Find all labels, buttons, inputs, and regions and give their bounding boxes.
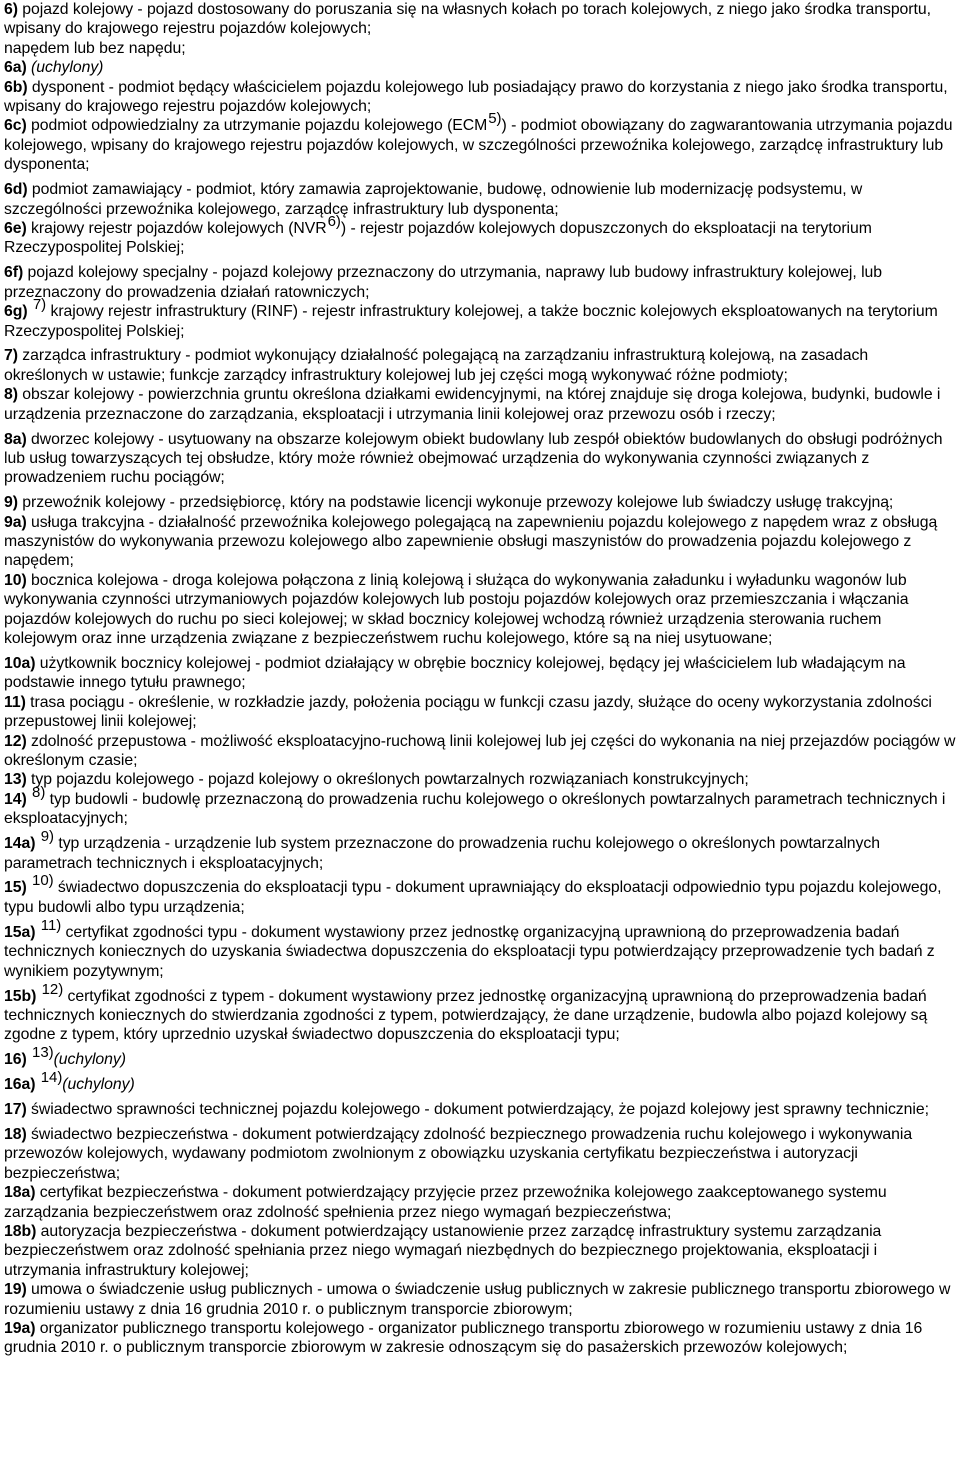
entry-text: certyfikat zgodności typu - dokument wystawiony przez jednostkę organizacyjną uprawnioną do przeprowadzenia badań technicznych koniecznych do uzyskania świadectwa dopuszczenia do eksploatacji typu potwierdzający przeprowadzenie tych badań z wynikiem pozytywnym; — [4, 923, 935, 980]
definition-entry — [4, 1183, 956, 1222]
footnote-marker: 7) — [32, 296, 47, 314]
definition-entry — [4, 916, 956, 981]
entry-text — [27, 791, 31, 808]
definition-entry — [4, 783, 956, 829]
footnote-marker: 8) — [32, 783, 46, 801]
entry-text: zdolność przepustowa - możliwość eksploatacyjno-ruchową linii kolejowej lub jej części do wykonania na niej przejazdów pociągów w określonym czasie; — [4, 732, 956, 770]
definition-entry — [4, 1280, 956, 1319]
entry-text: świadectwo sprawności technicznej pojazdu kolejowego - dokument potwierdzający, że pojazd kolejowy jest sprawny technicznie; — [26, 1101, 929, 1119]
entry-text: autoryzacja bezpieczeństwa - dokument potwierdzający ustanowienie przez zarządcę infrastruktury systemu zarządzania bezpieczeństwem oraz zdolność spełniania przez niego wymagań niezbędnych do bezpiecznego projektowania, eksploatacji i utrzymania infrastruktury kolejowej; — [4, 1222, 882, 1279]
definition-entry — [4, 212, 956, 258]
definition-entry — [4, 78, 956, 117]
entry-text: krajowy rejestr pojazdów kolejowych (NVR — [26, 219, 327, 237]
definition-entry — [4, 263, 956, 302]
entry-text: typ urządzenia - urządzenie lub system przeznaczone do prowadzenia ruchu kolejowego o określonych powtarzalnych parametrach technicznych i eksploatacyjnych; — [4, 835, 880, 872]
entry-number: 13) — [4, 771, 27, 789]
entry-number: 10a) — [4, 655, 36, 672]
entry-text — [27, 879, 31, 896]
entry-text — [36, 988, 40, 1005]
definition-entry — [4, 430, 956, 488]
entry-text: podmiot odpowiedzialny za utrzymanie pojazdu kolejowego (ECM — [26, 117, 488, 135]
entry-number: 18b) — [4, 1222, 37, 1240]
entry-number: 9a) — [4, 513, 27, 531]
definition-entry — [4, 1125, 956, 1183]
entry-text: usługa trakcyjna - działalność przewoźnika kolejowego polegającą na zapewnieniu pojazdu kolejowego z napędem wraz z obsługą maszynistów do wykonywania przewozu kolejowego albo zapewnienie obsługi maszynistów do prowadzenia pojazdu kolejowego z napędem; — [4, 513, 938, 570]
entry-text: ) - rejestr pojazdów kolejowych dopuszczonych do eksploatacji na terytorium Rzeczypospolitej Polskiej; — [4, 219, 872, 257]
entry-number: 10) — [4, 571, 27, 589]
entry-text: zarządca infrastruktury - podmiot wykonujący działalność polegającą na zarządzaniu infrastrukturą kolejową, na zasadach określonych w ustawie; funkcje zarządcy infrastruktury kolejowej lub jej części mogą wykonywać różne podmioty; — [4, 347, 869, 384]
entry-number: 6c) — [4, 117, 27, 135]
footnote-marker: 9) — [40, 828, 55, 846]
definition-entry — [4, 732, 956, 771]
entry-number: 19a) — [4, 1320, 36, 1337]
entry-text: (uchylony) — [62, 1076, 135, 1094]
definition-entry — [4, 1069, 956, 1094]
entry-number: 18a) — [4, 1184, 36, 1202]
definition-entry — [4, 654, 956, 693]
definition-entry — [4, 571, 956, 649]
entry-text — [27, 1051, 31, 1068]
entry-text: umowa o świadczenie usług publicznych - umowa o świadczenie usług publicznych w zakresie publicznego transportu zbiorowego w rozumieniu ustawy z dnia 16 grudnia 2010 r. o publicznym transporcie zbiorowym; — [4, 1281, 951, 1318]
footnote-marker: 12) — [41, 980, 64, 998]
definition-entry — [4, 1044, 956, 1069]
footnote-marker: 11) — [40, 916, 62, 934]
entry-text: trasa pociągu - określenie, w rozkładzie jazdy, położenia pociągu w funkcji czasu jazdy, służące do oceny wykorzystania zdolności przepustowej linii kolejowej; — [4, 693, 932, 731]
entry-number: 14a) — [4, 835, 36, 853]
entry-number: 18) — [4, 1125, 27, 1143]
footnote-marker: 14) — [40, 1069, 63, 1087]
definition-entry — [4, 1319, 956, 1358]
entry-text — [35, 835, 39, 852]
definition-entry — [4, 110, 956, 174]
entry-number: 6g) — [4, 303, 28, 321]
definition-entry — [4, 872, 956, 917]
definition-entry — [4, 385, 956, 424]
definition-entry — [4, 1222, 956, 1280]
entry-text — [35, 924, 39, 941]
entry-text: świadectwo bezpieczeństwa - dokument potwierdzający zdolność bezpiecznego prowadzenia ruchu kolejowego i wykonywania przewozów kolejowych, wydawany podmiotom zwolnionym z obowiązku uzyskania certyfikatu bezpieczeństwa i autoryzacji bezpieczeństwa; — [4, 1125, 913, 1182]
definition-entry — [4, 693, 956, 732]
definition-entry — [4, 58, 956, 77]
entry-text: dworzec kolejowy - usytuowany na obszarze kolejowym obiekt budowlany lub zespół obiektów budowlanych do obsługi podróżnych lub usług towarzyszących tej obsłudze, który może również obejmować urządzenia do wykonywania czynności związanych z prowadzeniem ruchu pociągów; — [4, 430, 943, 487]
entry-number: 6f) — [4, 264, 24, 282]
definition-entry — [4, 513, 956, 571]
definition-entry — [4, 346, 956, 385]
entry-number: 15a) — [4, 923, 36, 941]
entry-number: 9) — [4, 494, 18, 512]
entry-text — [35, 1076, 39, 1093]
entry-number: 6e) — [4, 219, 27, 237]
entry-text: napędem lub bez napędu; — [4, 39, 186, 57]
definition-entry — [4, 39, 956, 58]
entry-number: 6) — [4, 1, 18, 18]
definition-entry — [4, 828, 956, 873]
entry-text: obszar kolejowy - powierzchnia gruntu określona działkami ewidencyjnymi, na której znajduje się droga kolejowa, budynki, budowle i urządzenia przeznaczone do zarządzania, eksploatacji i utrzymania linii kolejowej oraz przewozu osób i rzeczy; — [4, 386, 941, 423]
entry-text — [28, 303, 32, 320]
entry-number: 12) — [4, 732, 27, 750]
definition-entry — [4, 980, 956, 1045]
entry-number: 14) — [4, 790, 27, 808]
definition-entry — [4, 770, 956, 789]
entry-text: bocznica kolejowa - droga kolejowa połączona z linią kolejową i służąca do wykonywania załadunku i wyładunku wagonów lub wykonywania czynności utrzymaniowych pojazdów kolejowych lub postoju pojazdów kolejowych oraz przemieszczania i włączania pojazdów kolejowych do ruchu po sieci kolejowej; w skład bocznicy kolejowej wchodzą również urządzenia sterowania ruchem kolejowym oraz inne urządzenia związane z bezpieczeństwem ruchu kolejowego, które są na niej usytuowane; — [4, 571, 909, 648]
definition-entry — [4, 180, 956, 219]
entry-text: pojazd kolejowy - pojazd dostosowany do poruszania się na własnych kołach po torach kolejowych, z niego jako środka transportu, wpisany do krajowego rejestru pojazdów kolejowych; — [4, 1, 931, 38]
entry-text: użytkownik bocznicy kolejowej - podmiot działający w obrębie bocznicy kolejowej, będący jej właścicielem lub władającym na podstawie innego tytułu prawnego; — [4, 655, 906, 692]
entry-text: krajowy rejestr infrastruktury (RINF) - rejestr infrastruktury kolejowej, a także bocznic kolejowych eksploatowanych na terytorium Rzeczypospolitej Polskiej; — [4, 303, 938, 340]
entry-text: (uchylony) — [53, 1051, 126, 1069]
entry-text: dysponent - podmiot będący właścicielem pojazdu kolejowego lub posiadający prawo do korzystania z niego jako środka transportu, wpisany do krajowego rejestru pojazdów kolejowych; — [4, 78, 948, 116]
footnote-marker: 6) — [327, 212, 341, 230]
footnote-marker: 10) — [32, 872, 54, 890]
entry-text: ) - podmiot obowiązany do zagwarantowania utrzymania pojazdu kolejowego, wpisany do krajowego rejestru pojazdów kolejowych, w szczególności przewoźnika kolejowego, zarządcę infrastruktury lub dysponenta; — [4, 117, 953, 174]
entry-text: typ budowli - budowlę przeznaczoną do prowadzenia ruchu kolejowego o określonych powtarzalnych parametrach technicznych i eksploatacyjnych; — [4, 790, 946, 828]
entry-number: 6a) — [4, 59, 27, 77]
entry-text: typ pojazdu kolejowego - pojazd kolejowy o określonych powtarzalnych rozwiązaniach konstrukcyjnych; — [26, 771, 749, 789]
entry-text: pojazd kolejowy specjalny - pojazd kolejowy przeznaczony do utrzymania, naprawy lub budowy infrastruktury kolejowej, lub przeznaczony do prowadzenia działań ratowniczych; — [4, 264, 882, 301]
entry-number: 17) — [4, 1101, 27, 1119]
entry-number: 15) — [4, 879, 27, 897]
entry-number: 7) — [4, 347, 18, 365]
entry-number: 16a) — [4, 1076, 36, 1094]
definition-entry — [4, 296, 956, 341]
entry-text: certyfikat zgodności z typem - dokument wystawiony przez jednostkę organizacyjną uprawnioną do przeprowadzenia badań technicznych koniecznych do stwierdzania zgodności z typem, potwierdzający, że dane urządzenie, budowla albo pojazd kolejowy są zgodne z typem, który uprzednio uzyskał świadectwo dopuszczenia do eksploatacji typu; — [4, 987, 928, 1044]
entry-text: podmiot zamawiający - podmiot, który zamawia zaprojektowanie, budowę, odnowienie lub modernizację podsystemu, w szczególności przewoźnika kolejowego, zarządcę infrastruktury lub dysponenta; — [4, 181, 863, 218]
definition-entry — [4, 1100, 956, 1119]
definition-entry — [4, 493, 956, 512]
entry-number: 19) — [4, 1281, 27, 1299]
entry-number: 11) — [4, 693, 26, 711]
entry-text: organizator publicznego transportu kolejowego - organizator publicznego transportu zbiorowego w rozumieniu ustawy z dnia 16 grudnia 2010 r. o publicznym transporcie zbiorowym w zakresie odnoszącym się do pasażerskich przewozów kolejowych; — [4, 1320, 923, 1357]
definition-entry — [4, 0, 956, 39]
entry-text: (uchylony) — [26, 59, 104, 77]
footnote-marker: 5) — [488, 110, 502, 128]
footnote-marker: 13) — [32, 1044, 54, 1062]
entry-text: świadectwo dopuszczenia do eksploatacji typu - dokument uprawniający do eksploatacji odpowiednio typu pojazdu kolejowego, typu budowli albo typu urządzenia; — [4, 879, 942, 916]
entry-text: certyfikat bezpieczeństwa - dokument potwierdzający przyjęcie przez przewoźnika kolejowego zaakceptowanego systemu zarządzania bezpieczeństwem oraz zdolność spełnienia przez niego wymagań bezpieczeństwa; — [4, 1184, 887, 1221]
entry-number: 8) — [4, 386, 18, 404]
entry-number: 6b) — [4, 78, 28, 96]
entry-number: 6d) — [4, 181, 28, 199]
entry-text: przewoźnik kolejowy - przedsiębiorcę, który na podstawie licencji wykonuje przewozy kolejowe lub świadczy usługę trakcyjną; — [17, 494, 894, 512]
entry-number: 8a) — [4, 430, 27, 448]
entry-number: 16) — [4, 1051, 27, 1069]
entry-number: 15b) — [4, 987, 37, 1005]
